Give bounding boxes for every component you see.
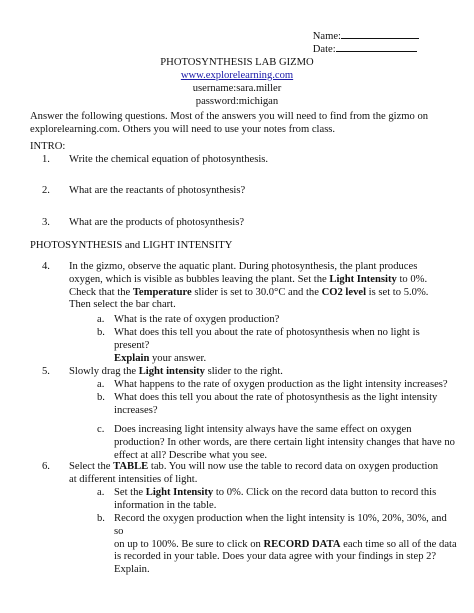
question-5b-line-1: What does this tell you about the rate of photosynthesis as the light intensity bbox=[114, 392, 438, 403]
question-3 bbox=[42, 217, 442, 230]
question-4a bbox=[97, 314, 447, 327]
question-2-text: What are the reactants of photosynthesis? bbox=[69, 185, 246, 196]
name-blank bbox=[341, 29, 419, 39]
question-5-text bbox=[69, 366, 442, 379]
question-4-line-2 bbox=[69, 274, 442, 287]
question-2-number: 2. bbox=[42, 185, 50, 196]
question-6-line-2: at different intensities of light. bbox=[69, 473, 198, 485]
q4-l2-end: to 0%. bbox=[396, 273, 428, 285]
question-6b-line-1: Record the oxygen production when the light intensity is 10%, 20%, 30%, and so bbox=[114, 513, 447, 537]
question-4b-letter: b. bbox=[97, 327, 105, 338]
question-4b-line-2 bbox=[114, 353, 457, 366]
q4-l3-end: is set to 5.0%. bbox=[366, 286, 429, 298]
instructions-line-2: explorelearning.com. Others you will need to use your notes from class. bbox=[30, 124, 336, 135]
password-text: password:michigan bbox=[195, 96, 279, 107]
question-5b bbox=[97, 392, 457, 418]
q6-text: Select the bbox=[69, 461, 114, 472]
question-3-text: What are the products of photosynthesis? bbox=[69, 217, 245, 228]
q4-l3-mid: slider is set to 30.0°C and the bbox=[191, 286, 322, 298]
question-6b-line-2 bbox=[114, 539, 457, 552]
question-5a bbox=[97, 379, 457, 392]
question-4-line-1: In the gizmo, observe the aquatic plant. During photosynthesis, the plant produces bbox=[69, 261, 418, 272]
date-label: Date: bbox=[312, 44, 336, 55]
question-3-number: 3. bbox=[42, 217, 50, 228]
question-5b-line-2: increases? bbox=[114, 404, 158, 416]
question-6a-line-1 bbox=[114, 487, 457, 500]
question-4a-letter: a. bbox=[97, 314, 105, 325]
question-4-line-4: Then select the bar chart. bbox=[69, 299, 176, 311]
section-heading: PHOTOSYNTHESIS and LIGHT INTENSITY bbox=[30, 240, 233, 251]
q4-l3-text: Check that the bbox=[69, 286, 133, 298]
question-5a-letter: a. bbox=[97, 379, 105, 390]
question-6b-line-4: Explain. bbox=[114, 564, 150, 576]
header-fields bbox=[313, 29, 419, 55]
question-5 bbox=[42, 366, 442, 379]
question-5c-letter: c. bbox=[97, 424, 105, 435]
q6-table: TABLE bbox=[113, 461, 149, 472]
intro-label: INTRO: bbox=[30, 141, 66, 152]
question-4-line-3 bbox=[69, 287, 442, 300]
q6-l1-end: tab. You will now use the table to record data on oxygen production bbox=[148, 461, 439, 472]
question-2 bbox=[42, 185, 442, 198]
name-label: Name: bbox=[312, 31, 341, 42]
question-6a bbox=[97, 487, 457, 513]
question-6-number: 6. bbox=[42, 461, 50, 472]
question-5-number: 5. bbox=[42, 366, 50, 377]
question-6a-line-2: information in the table. bbox=[114, 499, 217, 511]
page-title: PHOTOSYNTHESIS LAB GIZMO bbox=[160, 57, 314, 68]
question-4b-line-1: What does this tell you about the rate of photosynthesis when no light is present? bbox=[114, 327, 420, 351]
q4b-l2-end: your answer. bbox=[149, 352, 207, 364]
question-5b-letter: b. bbox=[97, 392, 105, 403]
q5-text: Slowly drag the bbox=[69, 366, 139, 377]
question-6 bbox=[42, 461, 442, 487]
question-6a-letter: a. bbox=[97, 487, 105, 498]
q6b-text: on up to 100%. Be sure to click on bbox=[114, 538, 264, 550]
question-4b bbox=[97, 327, 457, 365]
name-line bbox=[313, 29, 419, 42]
q6b-record-data: RECORD DATA bbox=[263, 538, 341, 550]
q5-light-intensity: Light intensity bbox=[138, 366, 205, 377]
q6b-l2-end: each time so all of the data bbox=[340, 538, 457, 550]
question-5c-line-2: production? In other words, are there certain light intensity changes that have no bbox=[114, 436, 455, 448]
site-link-wrap bbox=[0, 70, 474, 83]
site-link[interactable]: www.explorelearning.com bbox=[180, 70, 294, 81]
q4-l2-text: oxygen, which is visible as bubbles leaving the plant. Set the bbox=[69, 273, 330, 285]
question-4a-text: What is the rate of oxygen production? bbox=[114, 314, 280, 325]
question-4 bbox=[42, 261, 442, 312]
question-6b-letter: b. bbox=[97, 513, 105, 524]
question-5c bbox=[97, 424, 457, 462]
q4-temperature: Temperature bbox=[132, 286, 192, 298]
q4-co2-level: CO2 level bbox=[321, 286, 367, 298]
question-1-number: 1. bbox=[42, 154, 50, 165]
question-6-line-1 bbox=[69, 461, 442, 474]
q4-light-intensity: Light Intensity bbox=[329, 273, 397, 285]
question-1 bbox=[42, 154, 442, 167]
username-text: username:sara.miller bbox=[192, 83, 282, 94]
question-6b-line-3: is recorded in your table. Does your data agree with your findings in step 2? bbox=[114, 551, 437, 563]
q6a-l1-end: to 0%. Click on the record data button to record this bbox=[213, 487, 437, 498]
date-line bbox=[313, 42, 419, 55]
question-4-number: 4. bbox=[42, 261, 50, 272]
instructions-line-1: Answer the following questions. Most of the answers you will need to find from the gizmo on bbox=[30, 111, 429, 122]
q6a-text: Set the bbox=[114, 487, 146, 498]
q4b-explain: Explain bbox=[114, 352, 150, 364]
question-5a-text: What happens to the rate of oxygen production as the light intensity increases? bbox=[114, 379, 448, 390]
question-6b bbox=[97, 513, 457, 577]
date-blank bbox=[336, 42, 417, 52]
q5-end: slider to the right. bbox=[204, 366, 283, 377]
question-5c-line-3: effect at all? Describe what you see. bbox=[114, 449, 268, 461]
question-1-text: Write the chemical equation of photosynthesis. bbox=[69, 154, 269, 165]
q6a-light-intensity: Light Intensity bbox=[145, 487, 214, 498]
question-5c-line-1: Does increasing light intensity always have the same effect on oxygen bbox=[114, 424, 412, 435]
